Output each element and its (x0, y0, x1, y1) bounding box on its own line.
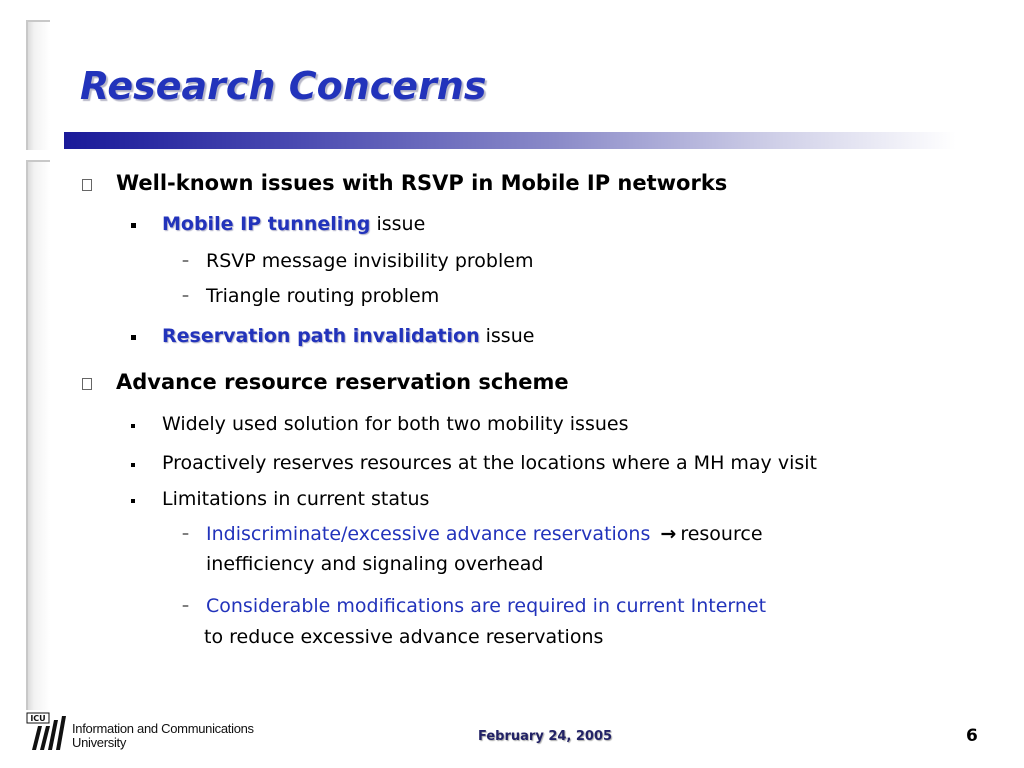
bullet-indiscriminate-continuation: inefficiency and signaling overhead (206, 553, 544, 575)
bullet-box-icon (82, 179, 92, 191)
slide-title: Research Concerns (80, 64, 487, 108)
bullet-square-icon (131, 424, 135, 428)
bullet-square-icon (131, 335, 136, 340)
footer-date: February 24, 2005 (478, 729, 613, 744)
right-arrow-icon: → (660, 523, 677, 545)
bullet-triangle-routing: – Triangle routing problem (182, 285, 440, 307)
logo-line-1: Information and Communications (72, 721, 254, 736)
bullet-considerable-continuation: to reduce excessive advance reservations (204, 626, 604, 648)
left-decor-bar-top (26, 20, 50, 150)
page-number: 6 (966, 726, 978, 746)
bullet-limitations: Limitations in current status (162, 488, 429, 510)
bullet-proactively-reserves: Proactively reserves resources at the locations where a MH may visit (162, 452, 817, 474)
bullet-dash-icon: – (182, 526, 189, 542)
icu-logo-icon (26, 712, 70, 752)
bullet-widely-used: Widely used solution for both two mobility issues (162, 413, 628, 435)
bullet-square-icon (131, 223, 136, 228)
bullet-advance-reservation: Advance resource reservation scheme (116, 370, 569, 394)
bullet-mobile-ip-tunneling: Mobile IP tunneling issue (162, 213, 425, 235)
bullet-dash-icon: – (182, 253, 189, 269)
bullet-square-icon (131, 499, 135, 503)
bullet-indiscriminate-reservations: – Indiscriminate/excessive advance reservations → resource (182, 523, 763, 545)
bullet-box-icon (82, 378, 92, 390)
bullet-rsvp-issues: Well-known issues with RSVP in Mobile IP networks (116, 171, 727, 195)
bullet-dash-icon: – (182, 598, 189, 614)
bullet-dash-icon: – (182, 288, 189, 304)
bullet-rsvp-invisibility: – RSVP message invisibility problem (182, 250, 534, 272)
title-underline-bar (64, 132, 956, 149)
logo-line-2: University (72, 735, 127, 750)
bullet-square-icon (131, 463, 135, 467)
bullet-considerable-modifications: – Considerable modifications are required in current Internet (182, 595, 767, 617)
bullet-reservation-path: Reservation path invalidation issue (162, 325, 534, 347)
svg-text:ICU: ICU (30, 714, 46, 723)
university-logo (26, 710, 286, 754)
left-decor-bar-bottom (26, 160, 50, 710)
